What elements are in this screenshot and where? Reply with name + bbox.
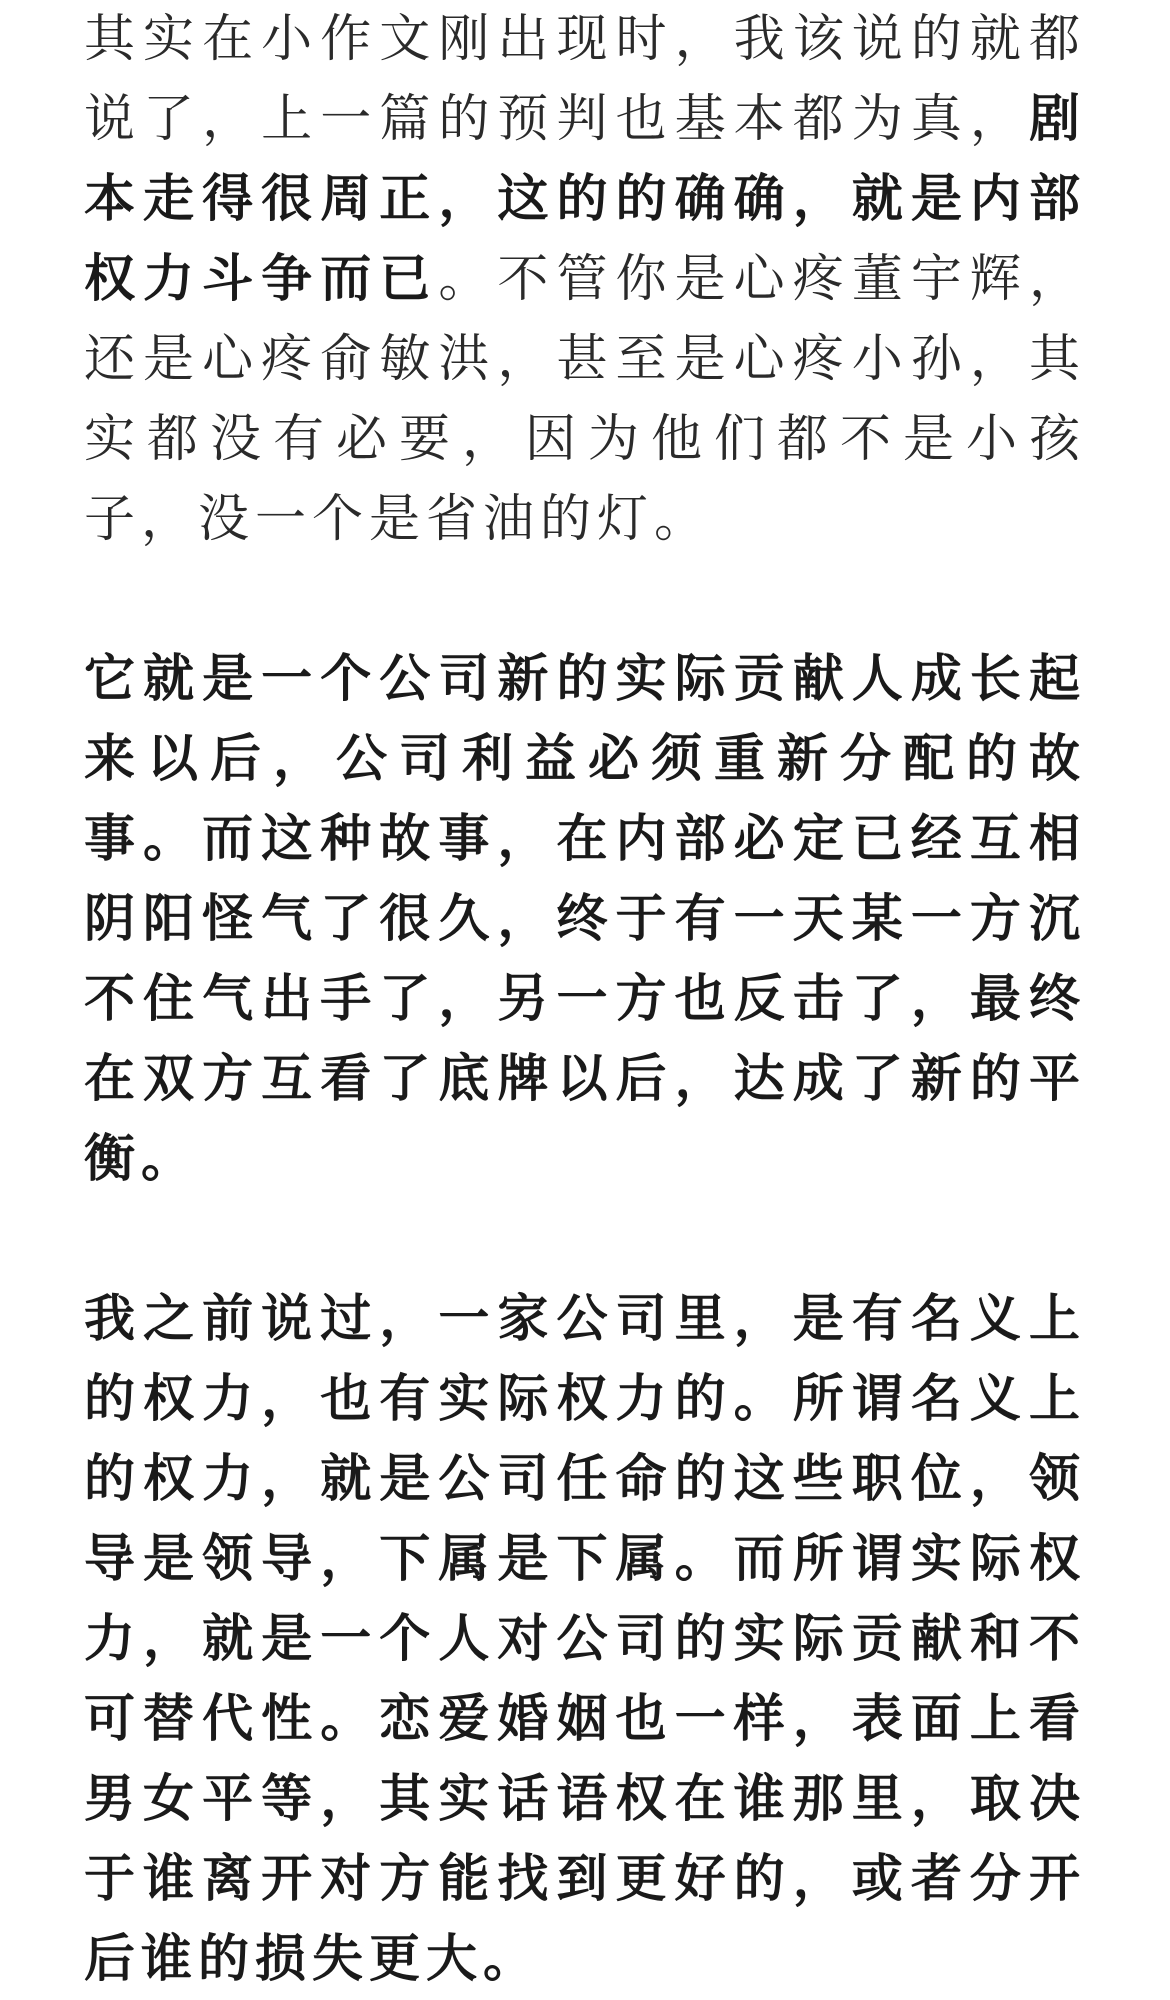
paragraph-1-tail-text: 。不管你是心疼董宇辉，还是心疼俞敏洪，甚至是心疼小孙，其实都没有必要，因为他们都不是小孩子，没一个是省油的灯。 bbox=[84, 250, 1086, 549]
paragraph-1 bbox=[84, 0, 1086, 560]
paragraph-1-bold-text: 剧本走得很周正，这的的确确，就是内部权力斗争而已 bbox=[84, 90, 1086, 309]
paragraph-3-text: 我之前说过，一家公司里，是有名义上的权力，也有实际权力的。所谓名义上的权力，就是公司任命的这些职位，领导是领导，下属是下属。而所谓实际权力，就是一个人对公司的实际贡献和不可替代性。恋爱婚姻也一样，表面上看男女平等，其实话语权在谁那里，取决于谁离开对方能找到更好的，或者分开后谁的损失更大。 bbox=[84, 1290, 1086, 1989]
paragraph-2 bbox=[84, 640, 1086, 1200]
paragraph-3 bbox=[84, 1280, 1086, 2000]
paragraph-1-text: 其实在小作文刚出现时，我该说的就都说了，上一篇的预判也基本都为真， bbox=[84, 10, 1086, 149]
paragraph-2-text: 它就是一个公司新的实际贡献人成长起来以后，公司利益必须重新分配的故事。而这种故事，在内部必定已经互相阴阳怪气了很久，终于有一天某一方沉不住气出手了，另一方也反击了，最终在双方互看了底牌以后，达成了新的平衡。 bbox=[84, 650, 1086, 1189]
